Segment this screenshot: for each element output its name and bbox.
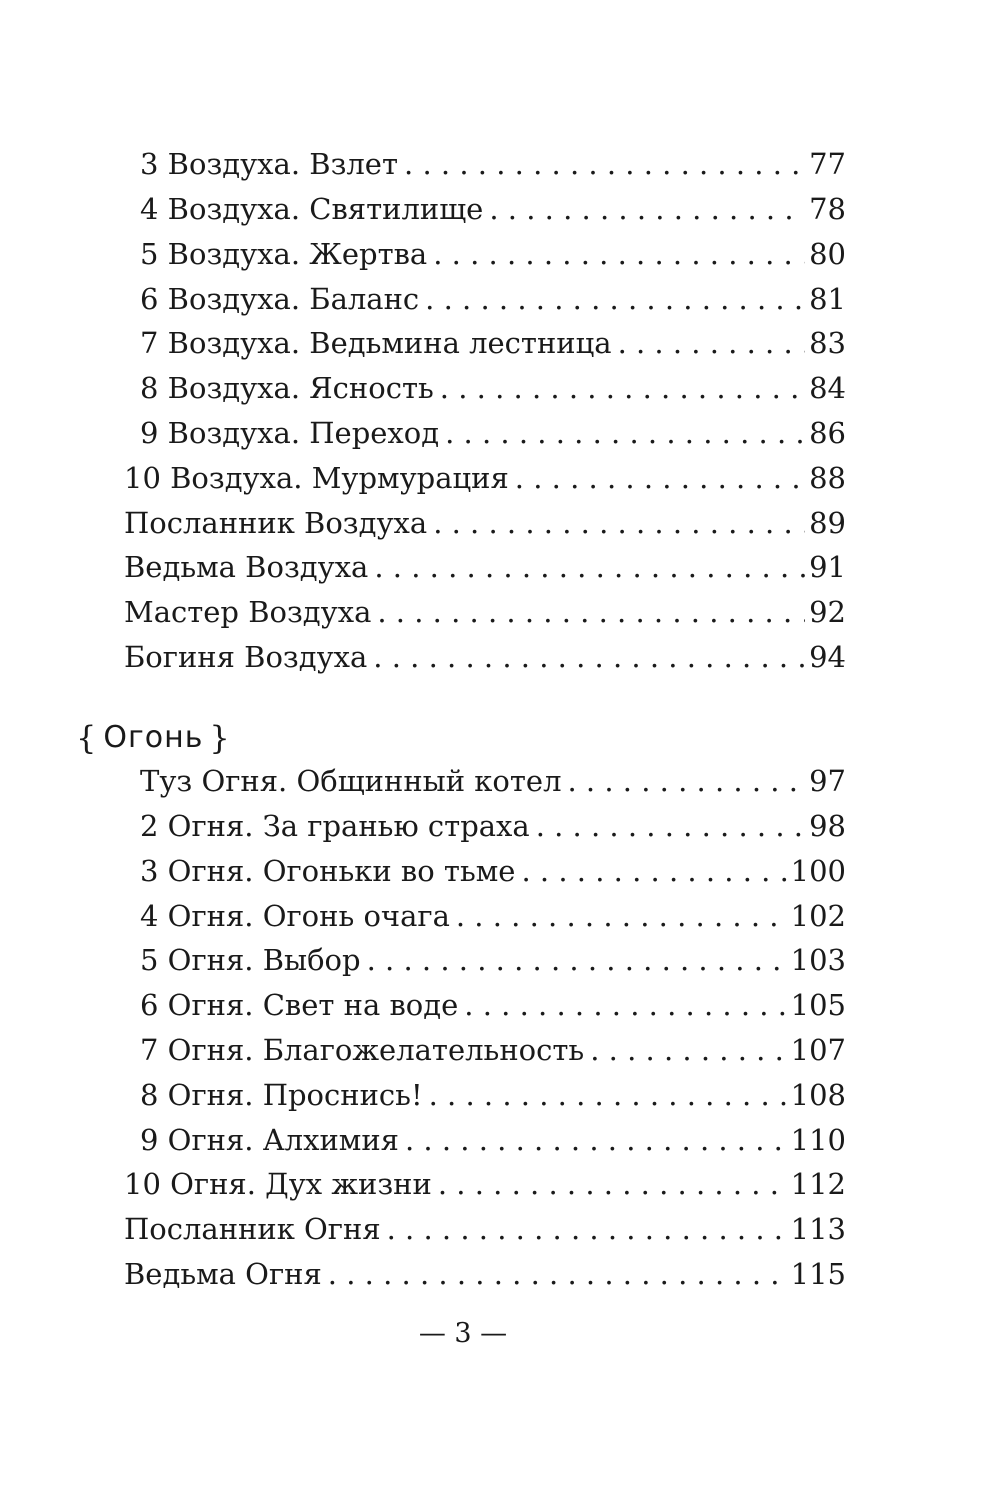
toc-entry — [124, 759, 846, 803]
section-heading — [70, 714, 237, 762]
toc-entry-page: 107 — [790, 1033, 846, 1067]
toc-entry — [124, 1252, 846, 1296]
toc-entry-label: Туз Огня. Общинный котел — [140, 764, 562, 798]
toc-entry-label: 4 Воздуха. Святилище — [140, 192, 484, 226]
toc-entry-label: 7 Воздуха. Ведьмина лестница — [140, 326, 612, 360]
leader-dots — [521, 849, 786, 893]
toc-entry — [124, 1162, 846, 1206]
toc-entry-page: 86 — [809, 416, 846, 450]
toc-entry — [124, 1118, 846, 1162]
toc-entry-label: 6 Огня. Свет на воде — [140, 988, 459, 1022]
toc-entry-page: 81 — [809, 282, 846, 316]
toc-entry-page: 80 — [809, 237, 846, 271]
toc-entry — [124, 277, 846, 321]
toc-entry-page: 88 — [809, 461, 846, 495]
toc-entry — [124, 1028, 846, 1072]
toc-entry-page: 108 — [790, 1078, 846, 1112]
toc-entry — [124, 545, 846, 589]
toc-entry — [124, 635, 846, 679]
leader-dots — [489, 187, 805, 231]
toc-entry-label: Посланник Воздуха — [124, 506, 428, 540]
toc-entry — [124, 938, 846, 982]
toc-entry-label: 8 Воздуха. Ясность — [140, 371, 434, 405]
toc-entry-label: 3 Огня. Огоньки во тьме — [140, 854, 516, 888]
toc-entry-label: 2 Огня. За гранью страха — [140, 809, 530, 843]
toc-entry-label: 3 Воздуха. Взлет — [140, 147, 399, 181]
leader-dots — [425, 277, 805, 321]
right-brace-ornament-icon: } — [209, 719, 231, 757]
toc-entry — [124, 804, 846, 848]
leader-dots — [433, 232, 805, 276]
leader-dots — [328, 1252, 787, 1296]
leader-dots — [433, 501, 805, 545]
leader-dots — [456, 894, 787, 938]
toc-entry-page: 102 — [790, 899, 846, 933]
toc-entry — [124, 1073, 846, 1117]
toc-entry-label: 9 Огня. Алхимия — [140, 1123, 399, 1157]
toc-entry-label: 7 Огня. Благожелательность — [140, 1033, 585, 1067]
toc-entry-label: Мастер Воздуха — [124, 595, 372, 629]
leader-dots — [515, 456, 805, 500]
toc-entry — [124, 849, 846, 893]
leader-dots — [590, 1028, 786, 1072]
toc-entry-page: 98 — [809, 809, 846, 843]
leader-dots — [568, 759, 806, 803]
toc-entry-page: 92 — [809, 595, 846, 629]
toc-entry — [124, 590, 846, 634]
toc-entry-page: 89 — [809, 506, 846, 540]
toc-entry — [124, 456, 846, 500]
leader-dots — [404, 142, 805, 186]
toc-entry-label: 4 Огня. Огонь очага — [140, 899, 450, 933]
toc-entry-label: 8 Огня. Проснись! — [140, 1078, 423, 1112]
toc-entry — [124, 366, 846, 410]
toc-entry-label: Посланник Огня — [124, 1212, 381, 1246]
section-heading-label: Огонь — [103, 720, 204, 755]
left-brace-ornament-icon: { — [76, 719, 98, 757]
leader-dots — [429, 1073, 787, 1117]
leader-dots — [387, 1207, 787, 1251]
toc-entry-page: 77 — [809, 147, 846, 181]
toc-entry — [124, 142, 846, 186]
leader-dots — [445, 411, 805, 455]
leader-dots — [536, 804, 805, 848]
page-number: — 3 — — [418, 1318, 508, 1349]
toc-entry-page: 100 — [790, 854, 846, 888]
toc-entry-label: Богиня Воздуха — [124, 640, 368, 674]
leader-dots — [373, 635, 805, 679]
leader-dots — [618, 321, 806, 365]
toc-entry-page: 97 — [809, 764, 846, 798]
toc-entry-label: Ведьма Огня — [124, 1257, 322, 1291]
toc-entry-page: 78 — [809, 192, 846, 226]
toc-entry-label: Ведьма Воздуха — [124, 550, 369, 584]
toc-entry-page: 115 — [790, 1257, 846, 1291]
toc-entry — [124, 894, 846, 938]
toc-entry — [124, 411, 846, 455]
toc-entry-label: 6 Воздуха. Баланс — [140, 282, 420, 316]
toc-entry — [124, 1207, 846, 1251]
toc-entry — [124, 321, 846, 365]
leader-dots — [438, 1162, 787, 1206]
toc-entry-page: 103 — [790, 943, 846, 977]
toc-entry-page: 105 — [790, 988, 846, 1022]
toc-entry — [124, 983, 846, 1027]
toc-entry-label: 9 Воздуха. Переход — [140, 416, 440, 450]
toc-entry-page: 91 — [809, 550, 846, 584]
leader-dots — [440, 366, 805, 410]
leader-dots — [377, 590, 805, 634]
toc-entry-page: 84 — [809, 371, 846, 405]
toc-entry-label: 5 Воздуха. Жертва — [140, 237, 428, 271]
toc-entry — [124, 187, 846, 231]
leader-dots — [464, 983, 786, 1027]
toc-entry — [124, 501, 846, 545]
toc-entry-page: 83 — [809, 326, 846, 360]
toc-entry-label: 10 Огня. Дух жизни — [124, 1167, 432, 1201]
leader-dots — [405, 1118, 787, 1162]
toc-entry-page: 94 — [809, 640, 846, 674]
toc-entry — [124, 232, 846, 276]
leader-dots — [374, 545, 805, 589]
toc-entry-page: 112 — [790, 1167, 846, 1201]
toc-entry-page: 113 — [790, 1212, 846, 1246]
toc-entry-label: 10 Воздуха. Мурмурация — [124, 461, 509, 495]
leader-dots — [367, 938, 787, 982]
toc-entry-page: 110 — [790, 1123, 846, 1157]
toc-entry-label: 5 Огня. Выбор — [140, 943, 361, 977]
